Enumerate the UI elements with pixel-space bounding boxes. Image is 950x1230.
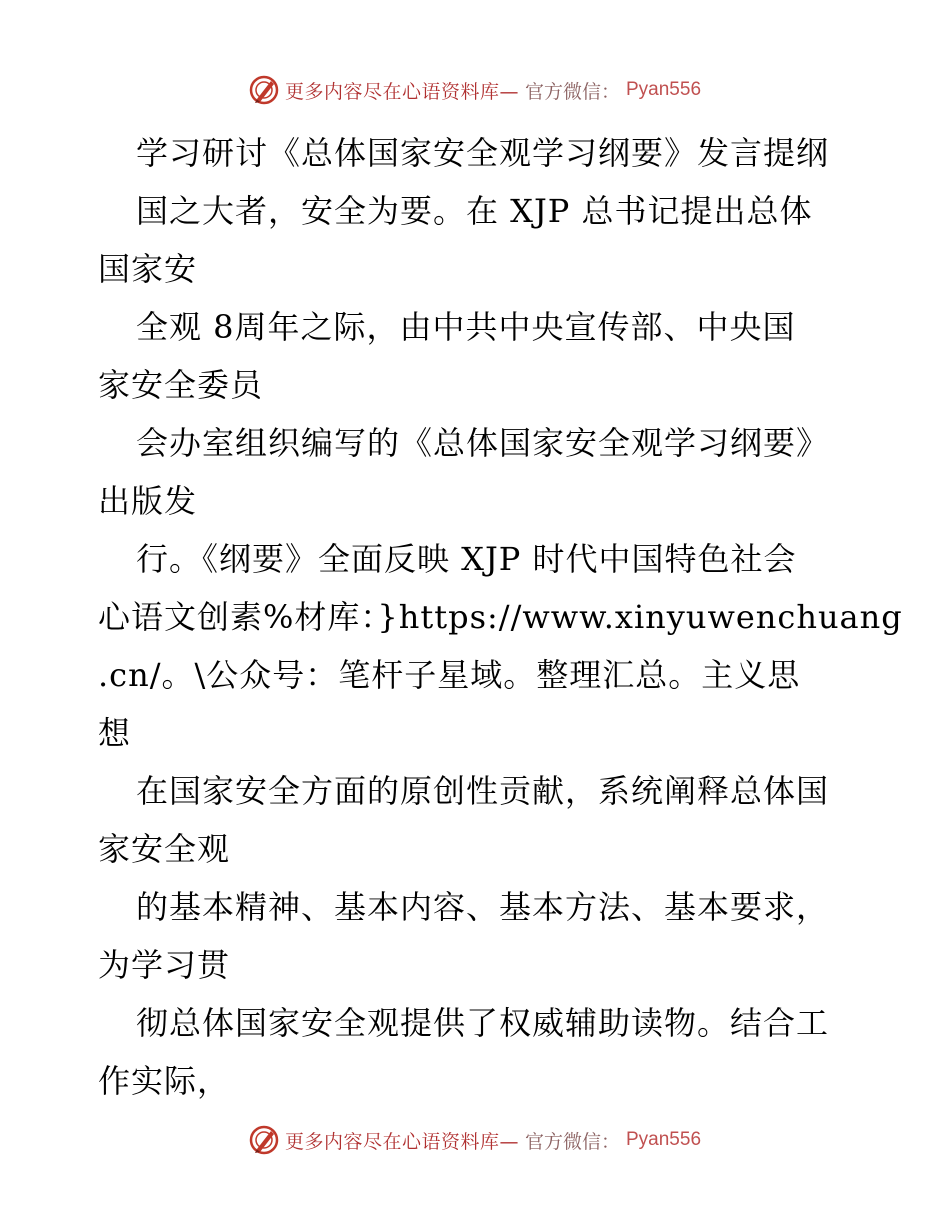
footer-wechat-id: Pyan556	[626, 1129, 702, 1150]
doc-line: .cn/。\公众号：笔杆子星域。整理汇总。主义思	[98, 656, 801, 694]
footer-wechat-label: 官方微信：	[524, 1130, 620, 1153]
header-banner-text: 更多内容尽在心语资料库—	[284, 80, 519, 103]
doc-line: 彻总体国家安全观提供了权威辅助读物。结合工	[136, 1004, 830, 1042]
doc-line: 心语文创素%材库：}https://www.xinyuwenchuang	[98, 598, 903, 636]
pen-logo-icon	[249, 1125, 279, 1155]
doc-line: 在国家安全方面的原创性贡献，系统阐释总体国	[136, 772, 830, 810]
doc-line: 出版发	[98, 482, 198, 520]
doc-line: 学习研讨《总体国家安全观学习纲要》发言提纲	[136, 134, 830, 172]
footer-banner	[0, 1122, 950, 1158]
doc-line: 国之大者，安全为要。在 XJP 总书记提出总体	[136, 192, 813, 230]
doc-line: 行。《纲要》全面反映 XJP 时代中国特色社会	[136, 540, 797, 578]
doc-line: 家安全委员	[98, 366, 264, 404]
doc-line: 作实际，	[98, 1062, 231, 1100]
document-body	[98, 124, 903, 1110]
doc-line: 国家安	[98, 250, 198, 288]
doc-line: 家安全观	[98, 830, 231, 868]
doc-line: 为学习贯	[98, 946, 231, 984]
doc-line: 想	[98, 714, 132, 752]
pen-logo-icon	[249, 75, 279, 105]
doc-line: 全观 8周年之际，由中共中央宣传部、中央国	[136, 308, 796, 346]
header-wechat-id: Pyan556	[626, 79, 702, 100]
doc-line: 会办室组织编写的《总体国家安全观学习纲要》	[136, 424, 830, 462]
doc-line: 的基本精神、基本内容、基本方法、基本要求，	[136, 888, 830, 926]
header-banner	[0, 72, 950, 108]
header-wechat-label: 官方微信：	[524, 80, 620, 103]
footer-banner-text: 更多内容尽在心语资料库—	[284, 1130, 519, 1153]
